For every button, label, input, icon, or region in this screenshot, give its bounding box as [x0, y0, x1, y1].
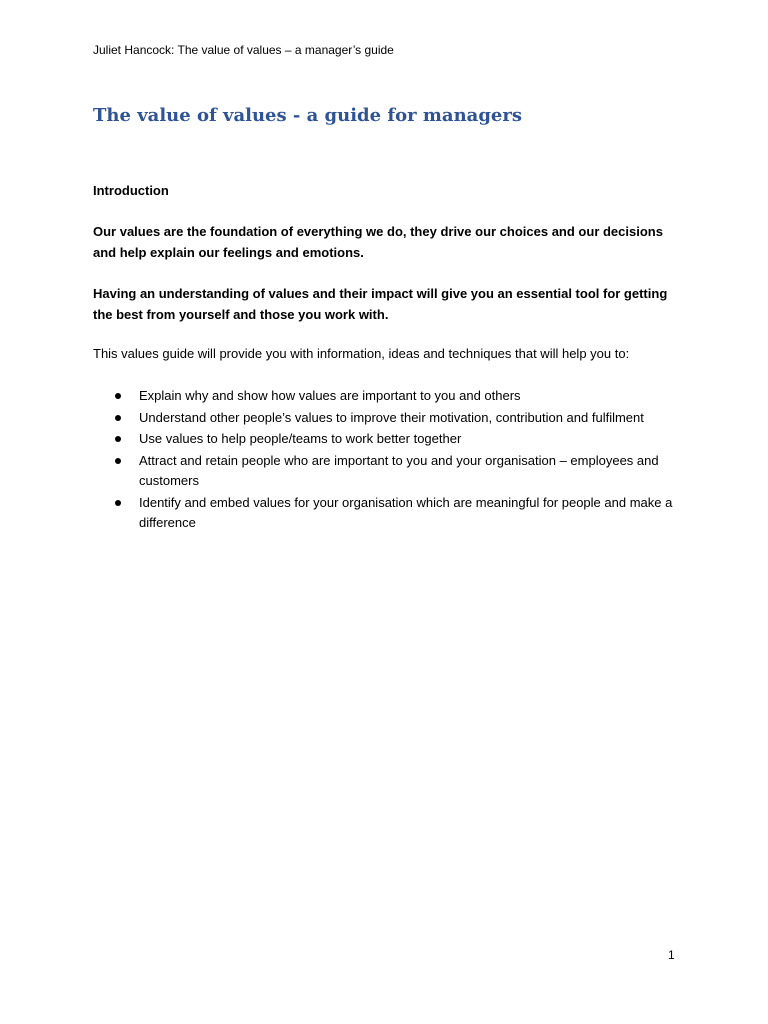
section-heading-introduction: Introduction — [93, 183, 169, 198]
bullet-icon — [115, 415, 121, 421]
bullet-icon — [115, 500, 121, 506]
list-item — [93, 408, 678, 429]
bullet-icon — [115, 393, 121, 399]
paragraph-understanding-values: Having an understanding of values and their impact will give you an essential tool for getting the best from yourself and those you work with. — [93, 286, 668, 322]
bullet-list — [93, 386, 678, 535]
paragraph-guide-intro: This values guide will provide you with information, ideas and techniques that will help you to: — [93, 346, 630, 361]
bullet-icon — [115, 436, 121, 442]
document-title: The value of values - a guide for managers — [93, 105, 522, 126]
page-number: 1 — [668, 948, 675, 962]
list-item-text: Identify and embed values for your organisation which are meaningful for people and make a difference — [139, 494, 673, 530]
list-item — [93, 493, 678, 534]
list-item-text: Understand other people’s values to improve their motivation, contribution and fulfilment — [139, 409, 644, 425]
running-header: Juliet Hancock: The value of values – a manager’s guide — [93, 43, 394, 57]
list-item — [93, 451, 678, 492]
list-item-text: Explain why and show how values are important to you and others — [139, 388, 521, 403]
list-item-text: Attract and retain people who are important to you and your organisation – employees and customers — [139, 452, 659, 488]
list-item-text: Use values to help people/teams to work better together — [139, 431, 462, 446]
list-item — [93, 386, 678, 407]
bullet-icon — [115, 458, 121, 464]
list-item — [93, 429, 678, 450]
paragraph-values-foundation: Our values are the foundation of everything we do, they drive our choices and our decisions and help explain our feelings and emotions. — [93, 224, 663, 260]
